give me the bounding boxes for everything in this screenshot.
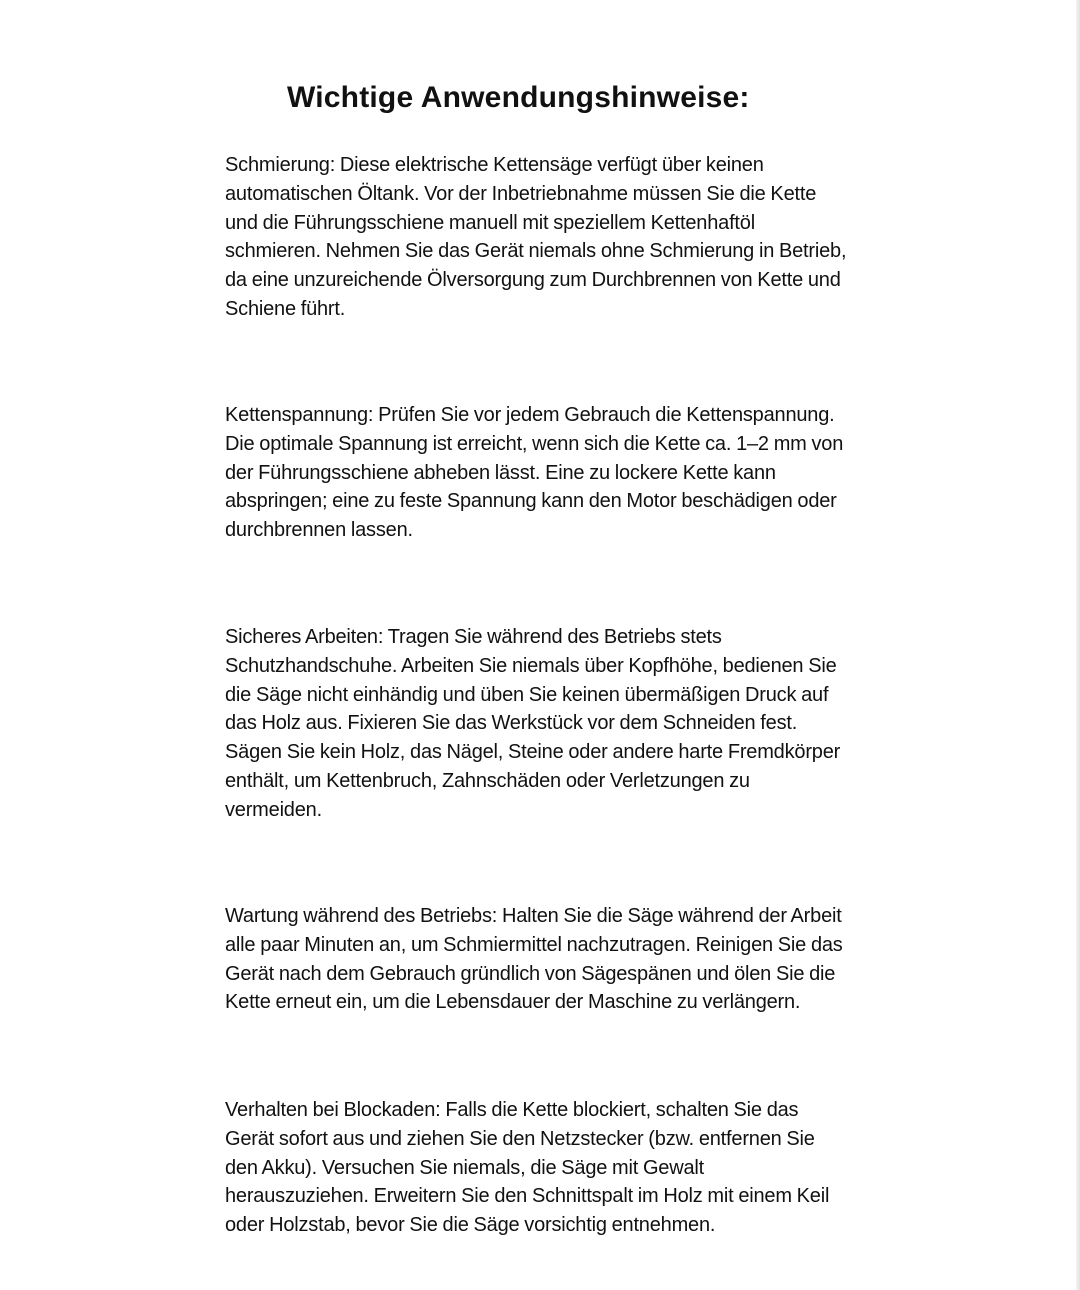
section-maintenance — [225, 902, 925, 1017]
text-line: Sägen Sie kein Holz, das Nägel, Steine oder andere harte Fremdkörper — [225, 741, 841, 764]
text-line: Gerät sofort aus und ziehen Sie den Netzstecker (bzw. entfernen Sie — [225, 1127, 815, 1150]
text-line: und die Führungsschiene manuell mit speziellem Kettenhaftöl — [225, 211, 755, 234]
text-line: da eine unzureichende Ölversorgung zum Durchbrennen von Kette und — [225, 269, 841, 292]
text-line: die Säge nicht einhändig und üben Sie keinen übermäßigen Druck auf — [225, 683, 829, 706]
text-line: schmieren. Nehmen Sie das Gerät niemals ohne Schmierung in Betrieb, — [225, 240, 847, 263]
section-safe-working — [225, 623, 925, 825]
text-line: den Akku). Versuchen Sie niemals, die Säge mit Gewalt — [225, 1156, 704, 1179]
text-line: vermeiden. — [225, 798, 322, 821]
section-chain-tension — [225, 401, 925, 545]
text-line: Kettenspannung: Prüfen Sie vor jedem Gebrauch die Kettenspannung. — [225, 404, 835, 426]
text-line: herauszuziehen. Erweitern Sie den Schnittspalt im Holz mit einem Keil — [225, 1185, 830, 1208]
text-line: alle paar Minuten an, um Schmiermittel nachzutragen. Reinigen Sie das — [225, 933, 843, 956]
text-line: oder Holzstab, bevor Sie die Säge vorsichtig entnehmen. — [225, 1214, 716, 1237]
page-edge-shadow — [1076, 0, 1080, 1290]
text-line: Schmierung: Diese elektrische Kettensäge verfügt über keinen — [225, 154, 764, 176]
text-line: der Führungsschiene abheben lässt. Eine zu lockere Kette kann — [225, 461, 776, 484]
page-title: Wichtige Anwendungshinweise: — [287, 81, 750, 114]
text-line: abspringen; eine zu feste Spannung kann den Motor beschädigen oder — [225, 490, 837, 513]
text-line: das Holz aus. Fixieren Sie das Werkstück vor dem Schneiden fest. — [225, 712, 798, 735]
text-line: Schutzhandschuhe. Arbeiten Sie niemals über Kopfhöhe, bedienen Sie — [225, 654, 837, 677]
text-line: Wartung während des Betriebs: Halten Sie die Säge während der Arbeit — [225, 905, 842, 927]
section-blockage — [225, 1096, 925, 1240]
text-line: enthält, um Kettenbruch, Zahnschäden oder Verletzungen zu — [225, 769, 750, 792]
text-line: automatischen Öltank. Vor der Inbetriebnahme müssen Sie die Kette — [225, 182, 817, 205]
text-line: Sicheres Arbeiten: Tragen Sie während des Betriebs stets — [225, 626, 722, 648]
text-line: Verhalten bei Blockaden: Falls die Kette blockiert, schalten Sie das — [225, 1099, 799, 1121]
text-line: Gerät nach dem Gebrauch gründlich von Sägespänen und ölen Sie die — [225, 962, 836, 985]
text-line: durchbrennen lassen. — [225, 519, 413, 542]
text-line: Schiene führt. — [225, 297, 346, 320]
section-lubrication — [225, 151, 925, 324]
text-line: Die optimale Spannung ist erreicht, wenn sich die Kette ca. 1–2 mm von — [225, 432, 844, 455]
text-line: Kette erneut ein, um die Lebensdauer der Maschine zu verlängern. — [225, 991, 801, 1014]
